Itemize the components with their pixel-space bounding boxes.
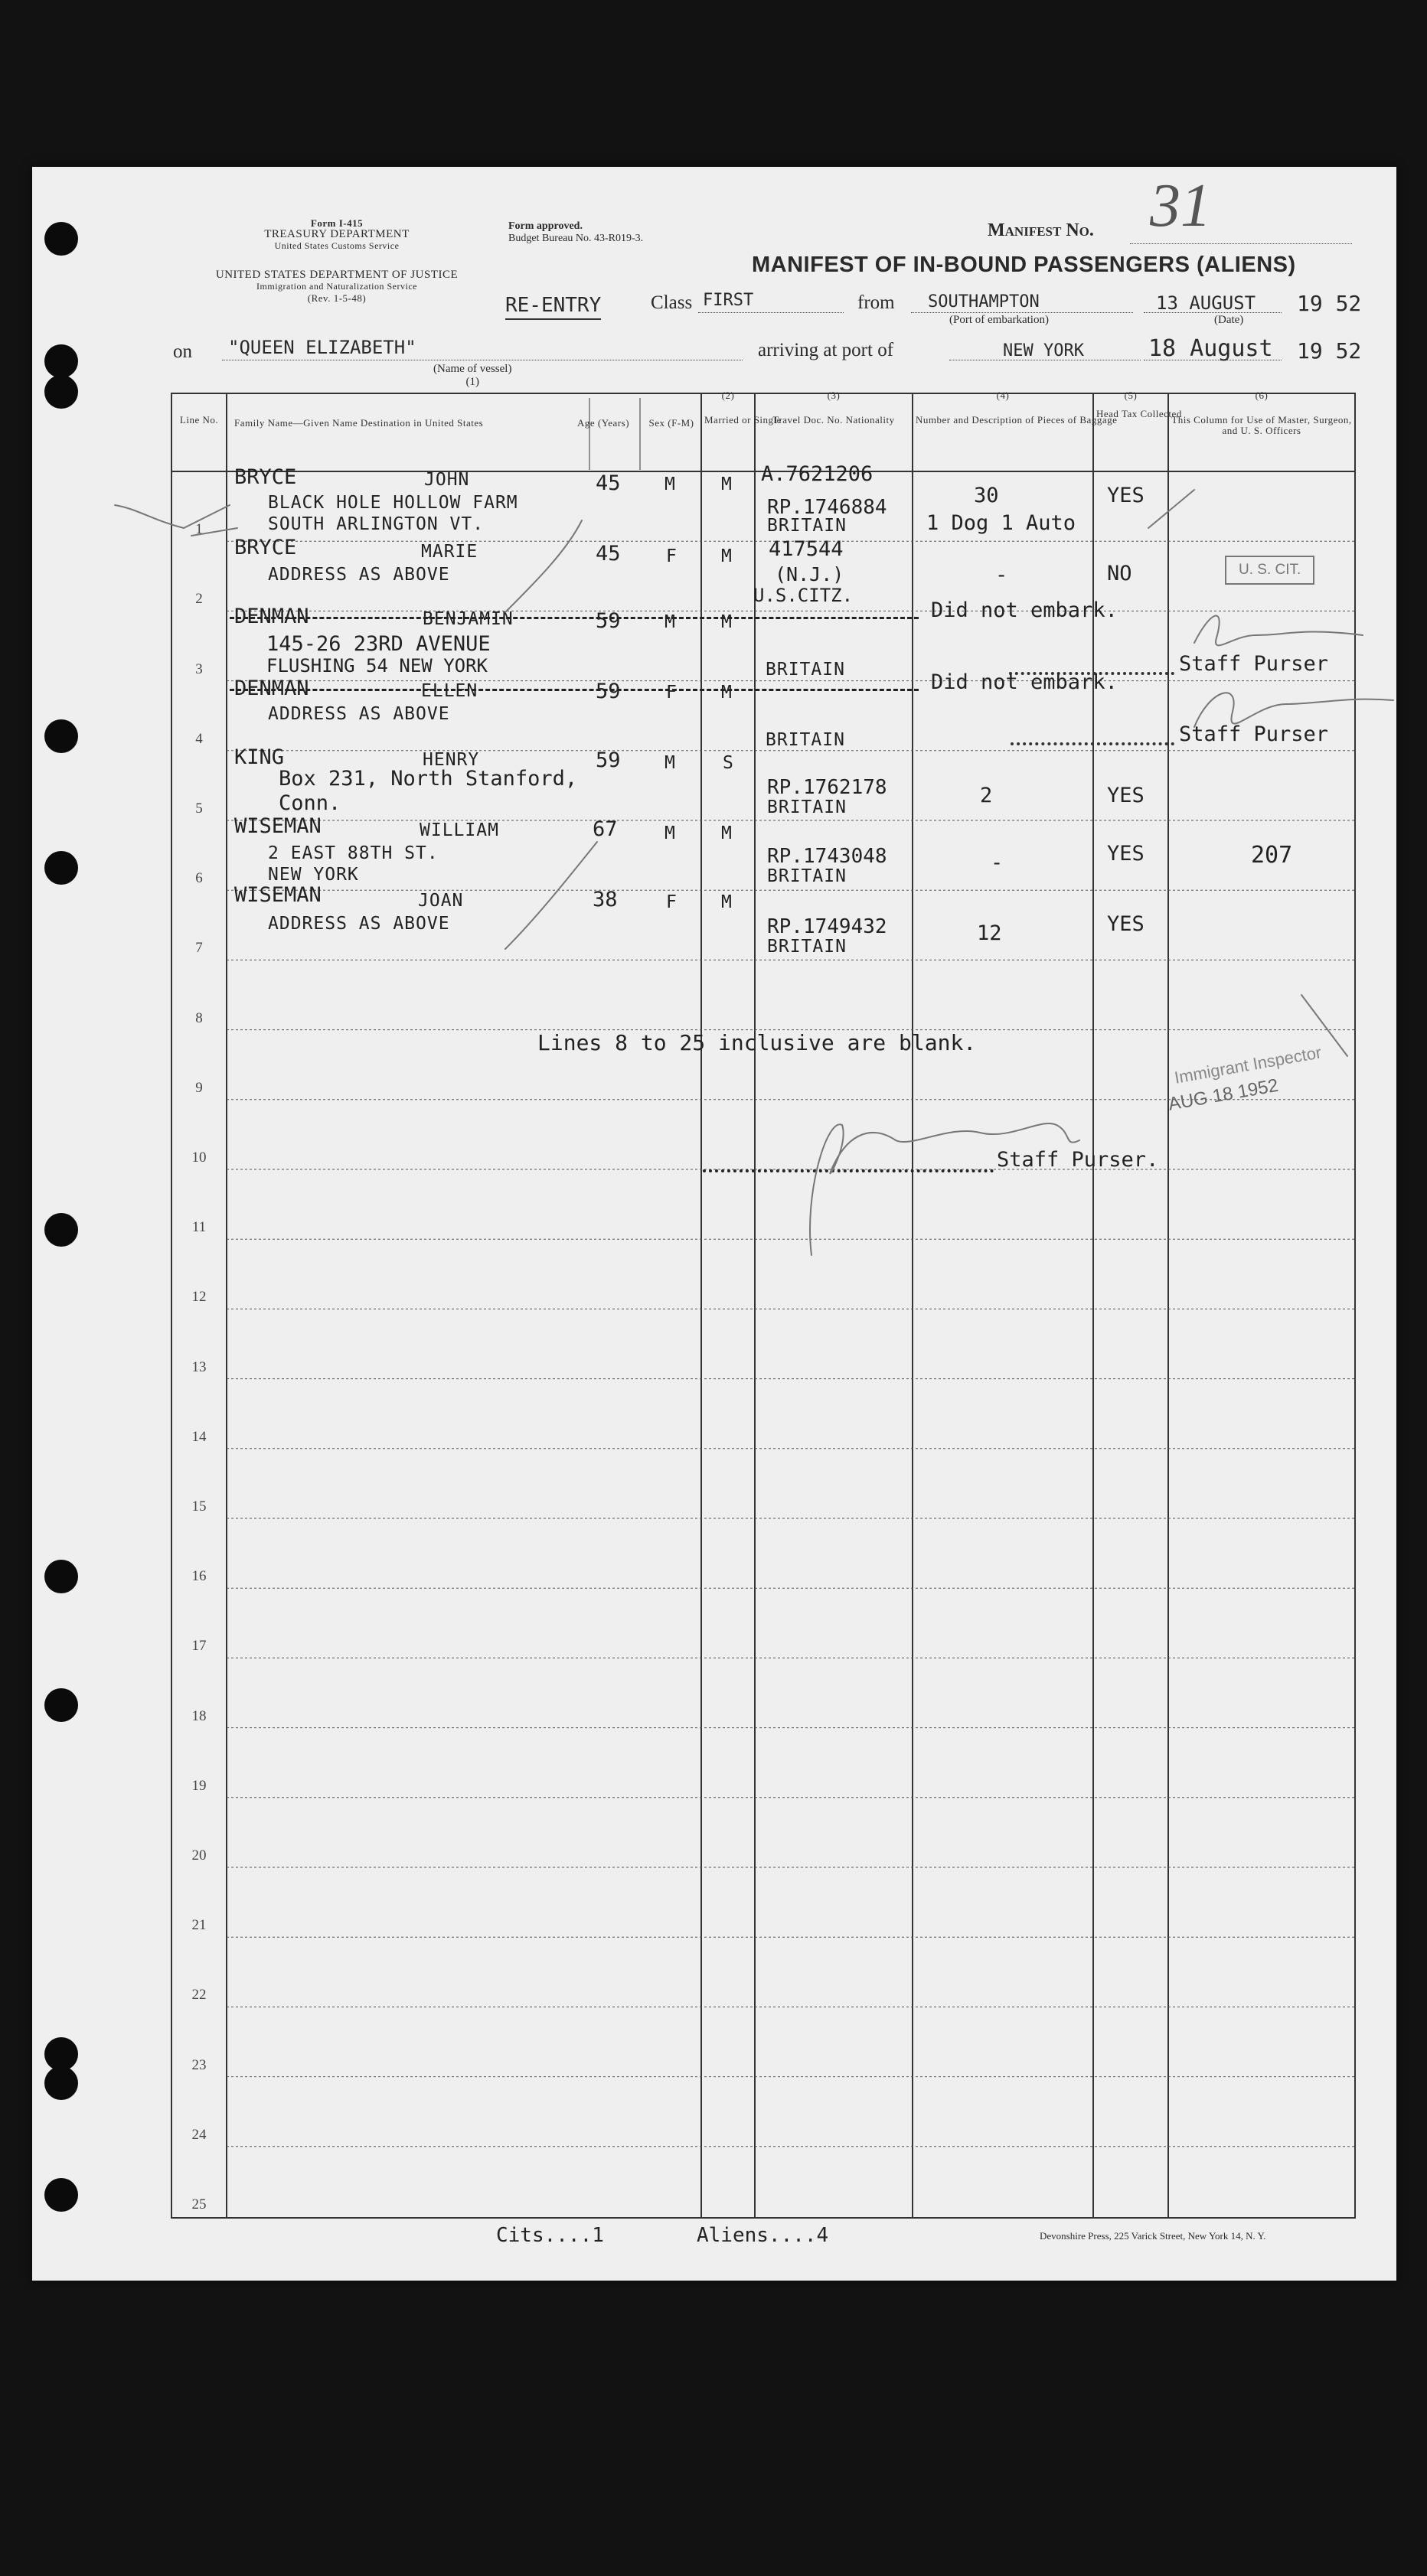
passenger-address: ADDRESS AS ABOVE bbox=[268, 914, 450, 934]
line-number: 6 bbox=[195, 870, 203, 887]
col-header-marital: Married or Single bbox=[704, 414, 782, 426]
passenger-nationality: BRITAIN bbox=[767, 866, 847, 886]
form-title: MANIFEST OF IN-BOUND PASSENGERS (ALIENS) bbox=[752, 253, 1296, 277]
line-number: 11 bbox=[191, 1219, 207, 1236]
passenger-nationality: BRITAIN bbox=[766, 730, 845, 750]
date-caption: (Date) bbox=[1214, 314, 1244, 326]
passenger-family-name: WISEMAN bbox=[234, 883, 322, 907]
aliens-count: Aliens....4 bbox=[697, 2224, 829, 2247]
col-header-marital-block bbox=[704, 390, 782, 426]
arrival-date: 18 August bbox=[1148, 335, 1273, 362]
inspector-stamp-title: Immigrant Inspector bbox=[1173, 1042, 1323, 1087]
col-header-age: Age (Years) bbox=[576, 417, 630, 429]
passenger-address: NEW YORK bbox=[268, 865, 359, 885]
line-number: 20 bbox=[191, 1847, 207, 1864]
strike-through-line bbox=[230, 689, 919, 691]
col-header-baggage-block bbox=[916, 390, 1118, 426]
passenger-given-name: JOHN bbox=[424, 470, 470, 490]
passenger-age: 45 bbox=[596, 471, 621, 495]
passenger-address: BLACK HOLE HOLLOW FARM bbox=[268, 493, 518, 513]
line-number: 10 bbox=[191, 1149, 207, 1166]
dotted-leader bbox=[703, 1169, 994, 1172]
passenger-baggage: 12 bbox=[977, 921, 1002, 945]
passenger-doc: 417544 bbox=[769, 537, 844, 561]
col-header-tax: Head Tax Collected bbox=[1096, 408, 1182, 419]
dotted-leader bbox=[1011, 742, 1174, 745]
line-number: 8 bbox=[195, 1009, 203, 1026]
line-number: 4 bbox=[195, 730, 203, 747]
passenger-sex: M bbox=[665, 474, 676, 494]
staff-purser-signoff: Staff Purser. bbox=[997, 1148, 1159, 1172]
manifest-number: 31 bbox=[1150, 172, 1211, 240]
treasury-label: TREASURY DEPARTMENT bbox=[264, 228, 410, 240]
passenger-given-name: WILLIAM bbox=[420, 820, 499, 840]
passenger-family-name: BRYCE bbox=[234, 536, 297, 559]
passenger-head-tax: YES bbox=[1107, 784, 1145, 807]
col-header-sex: Sex (F-M) bbox=[648, 417, 694, 429]
passenger-sex: M bbox=[665, 753, 676, 773]
passenger-sex: F bbox=[666, 546, 678, 566]
arriving-label: arriving at port of bbox=[758, 340, 894, 360]
from-label: from bbox=[857, 292, 895, 313]
passenger-address: FLUSHING 54 NEW YORK bbox=[266, 655, 488, 677]
line-number: 21 bbox=[191, 1917, 207, 1934]
printer-imprint: Devonshire Press, 225 Varick Street, New York 14, N. Y. bbox=[1040, 2230, 1266, 2242]
col-number-6: (6) bbox=[1255, 390, 1269, 401]
passenger-head-tax: YES bbox=[1107, 842, 1145, 866]
us-citizen-stamp: U. S. CIT. bbox=[1225, 556, 1314, 585]
justice-label: UNITED STATES DEPARTMENT OF JUSTICE bbox=[215, 269, 459, 281]
passenger-address: 2 EAST 88TH ST. bbox=[268, 843, 439, 863]
line-number: 12 bbox=[191, 1289, 207, 1306]
arrival-port: NEW YORK bbox=[1003, 341, 1084, 360]
passenger-age: 38 bbox=[593, 888, 618, 911]
passenger-doc: A.7621206 bbox=[761, 462, 874, 486]
vessel-caption: (Name of vessel) bbox=[433, 363, 512, 375]
passenger-address: ADDRESS AS ABOVE bbox=[268, 565, 450, 585]
col-number-3: (3) bbox=[827, 390, 841, 401]
line-number: 25 bbox=[191, 2196, 207, 2212]
passenger-nationality: BRITAIN bbox=[767, 797, 847, 817]
passenger-age: 59 bbox=[596, 609, 621, 633]
line-number: 15 bbox=[191, 1498, 207, 1515]
departure-date: 13 AUGUST bbox=[1156, 292, 1256, 314]
col-header-baggage: Number and Description of Pieces of Baggage bbox=[916, 414, 1118, 426]
header-subdividers bbox=[589, 398, 640, 470]
col-number-2: (2) bbox=[721, 390, 735, 401]
passenger-marital: M bbox=[721, 612, 733, 632]
citizens-count: Cits....1 bbox=[496, 2224, 604, 2247]
passenger-given-name: JOAN bbox=[418, 891, 464, 911]
passenger-address: ADDRESS AS ABOVE bbox=[268, 704, 450, 724]
passenger-nationality: BRITAIN bbox=[767, 516, 847, 536]
passenger-doc: RP.1749432 bbox=[767, 915, 887, 938]
col-header-name: Family Name—Given Name Destination in United States bbox=[234, 417, 484, 429]
col-header-officers-block bbox=[1171, 390, 1352, 436]
inspector-stamp-date: AUG 18 1952 bbox=[1166, 1074, 1280, 1115]
passenger-baggage: 30 bbox=[974, 484, 999, 507]
col-header-travel: Travel Doc. No. Nationality bbox=[772, 414, 895, 426]
passenger-address: 145-26 23RD AVENUE bbox=[266, 632, 491, 656]
passenger-given-name: ELLEN bbox=[421, 681, 478, 701]
passenger-marital: M bbox=[721, 683, 733, 703]
budget-label: Budget Bureau No. 43-R019-3. bbox=[508, 233, 644, 244]
port-caption: (Port of embarkation) bbox=[949, 314, 1049, 326]
passenger-baggage: Did not embark. bbox=[931, 598, 1118, 622]
passenger-doc: (N.J.) bbox=[775, 563, 844, 585]
line-number: 14 bbox=[191, 1428, 207, 1445]
line-number: 17 bbox=[191, 1638, 207, 1655]
officer-note: 207 bbox=[1251, 842, 1293, 869]
customs-label: United States Customs Service bbox=[274, 240, 400, 251]
passenger-sex: M bbox=[665, 823, 676, 843]
class-value: FIRST bbox=[703, 291, 754, 310]
ins-label: Immigration and Naturalization Service bbox=[256, 281, 417, 292]
reentry-label: RE-ENTRY bbox=[505, 294, 601, 320]
passenger-nationality: BRITAIN bbox=[766, 660, 845, 680]
passenger-family-name: DENMAN bbox=[234, 605, 309, 628]
passenger-marital: S bbox=[723, 753, 734, 773]
passenger-baggage-desc: 1 Dog 1 Auto bbox=[926, 511, 1076, 535]
blank-lines-note: Lines 8 to 25 inclusive are blank. bbox=[537, 1030, 977, 1055]
passenger-sex: F bbox=[666, 892, 678, 912]
line-number: 9 bbox=[195, 1079, 203, 1096]
passenger-family-name: DENMAN bbox=[234, 677, 309, 700]
strike-through-line bbox=[230, 617, 919, 619]
passenger-doc: RP.1746884 bbox=[767, 496, 887, 519]
line-number: 7 bbox=[195, 940, 203, 957]
col-header-officers: This Column for Use of Master, Surgeon, and U. S. Officers bbox=[1171, 414, 1352, 436]
vessel-name: "QUEEN ELIZABETH" bbox=[228, 337, 416, 358]
line-number: 1 bbox=[195, 521, 203, 538]
line-number: 22 bbox=[191, 1987, 207, 2004]
revision-label: (Rev. 1-5-48) bbox=[307, 292, 367, 304]
passenger-head-tax: NO bbox=[1107, 562, 1132, 585]
passenger-given-name: HENRY bbox=[423, 750, 480, 770]
vessel-col-number: (1) bbox=[465, 376, 479, 388]
line-number: 18 bbox=[191, 1707, 207, 1724]
passenger-marital: M bbox=[721, 823, 733, 843]
passenger-baggage: 2 bbox=[980, 784, 993, 807]
line-number: 3 bbox=[195, 660, 203, 677]
approved-label: Form approved. bbox=[508, 220, 583, 232]
passenger-family-name: WISEMAN bbox=[234, 814, 322, 838]
staff-purser-note: Staff Purser bbox=[1179, 722, 1329, 746]
passenger-head-tax: YES bbox=[1107, 484, 1145, 507]
col-header-tax-block bbox=[1096, 390, 1182, 419]
passenger-age: 59 bbox=[596, 680, 621, 703]
passenger-doc: RP.1743048 bbox=[767, 845, 887, 868]
passenger-head-tax: YES bbox=[1107, 912, 1145, 936]
passenger-age: 45 bbox=[596, 542, 621, 566]
line-number: 19 bbox=[191, 1777, 207, 1794]
manifest-no-label: Manifest No. bbox=[988, 220, 1094, 240]
passenger-family-name: BRYCE bbox=[234, 465, 297, 489]
passenger-marital: M bbox=[721, 892, 733, 912]
passenger-sex: F bbox=[666, 683, 678, 703]
passenger-sex: M bbox=[665, 612, 676, 632]
passenger-nationality: U.S.CITZ. bbox=[753, 585, 854, 606]
line-number: 13 bbox=[191, 1358, 207, 1375]
passenger-given-name: MARIE bbox=[421, 542, 478, 562]
form-number: Form I-415 bbox=[310, 217, 364, 229]
passenger-age: 67 bbox=[593, 817, 618, 841]
staff-purser-note: Staff Purser bbox=[1179, 652, 1329, 676]
passenger-marital: M bbox=[721, 474, 733, 494]
col-header-line-no: Line No. bbox=[179, 414, 219, 426]
passenger-nationality: BRITAIN bbox=[767, 937, 847, 957]
passenger-given-name: BENJAMIN bbox=[423, 609, 514, 629]
passenger-marital: M bbox=[721, 546, 733, 566]
passenger-baggage: - bbox=[995, 563, 1008, 587]
passenger-doc: RP.1762178 bbox=[767, 776, 887, 799]
port-embarkation: SOUTHAMPTON bbox=[928, 292, 1040, 311]
passenger-address: Conn. bbox=[279, 791, 341, 815]
arrival-year: 19 52 bbox=[1297, 338, 1362, 364]
line-number: 5 bbox=[195, 801, 203, 817]
line-number: 16 bbox=[191, 1568, 207, 1585]
line-number: 23 bbox=[191, 2056, 207, 2073]
line-number: 2 bbox=[195, 591, 203, 608]
passenger-address: SOUTH ARLINGTON VT. bbox=[268, 514, 485, 534]
passenger-age: 59 bbox=[596, 748, 621, 772]
col-number-5: (5) bbox=[1124, 390, 1138, 401]
col-number-4: (4) bbox=[996, 390, 1010, 401]
col-header-travel-block bbox=[758, 390, 909, 426]
passenger-baggage: - bbox=[991, 851, 1004, 875]
passenger-family-name: KING bbox=[234, 745, 285, 769]
departure-year: 19 52 bbox=[1297, 291, 1362, 316]
passenger-baggage: Did not embark. bbox=[931, 670, 1118, 694]
passenger-address: Box 231, North Stanford, bbox=[279, 767, 578, 791]
class-label: Class bbox=[651, 292, 693, 313]
on-label: on bbox=[173, 341, 192, 362]
line-number: 24 bbox=[191, 2126, 207, 2143]
